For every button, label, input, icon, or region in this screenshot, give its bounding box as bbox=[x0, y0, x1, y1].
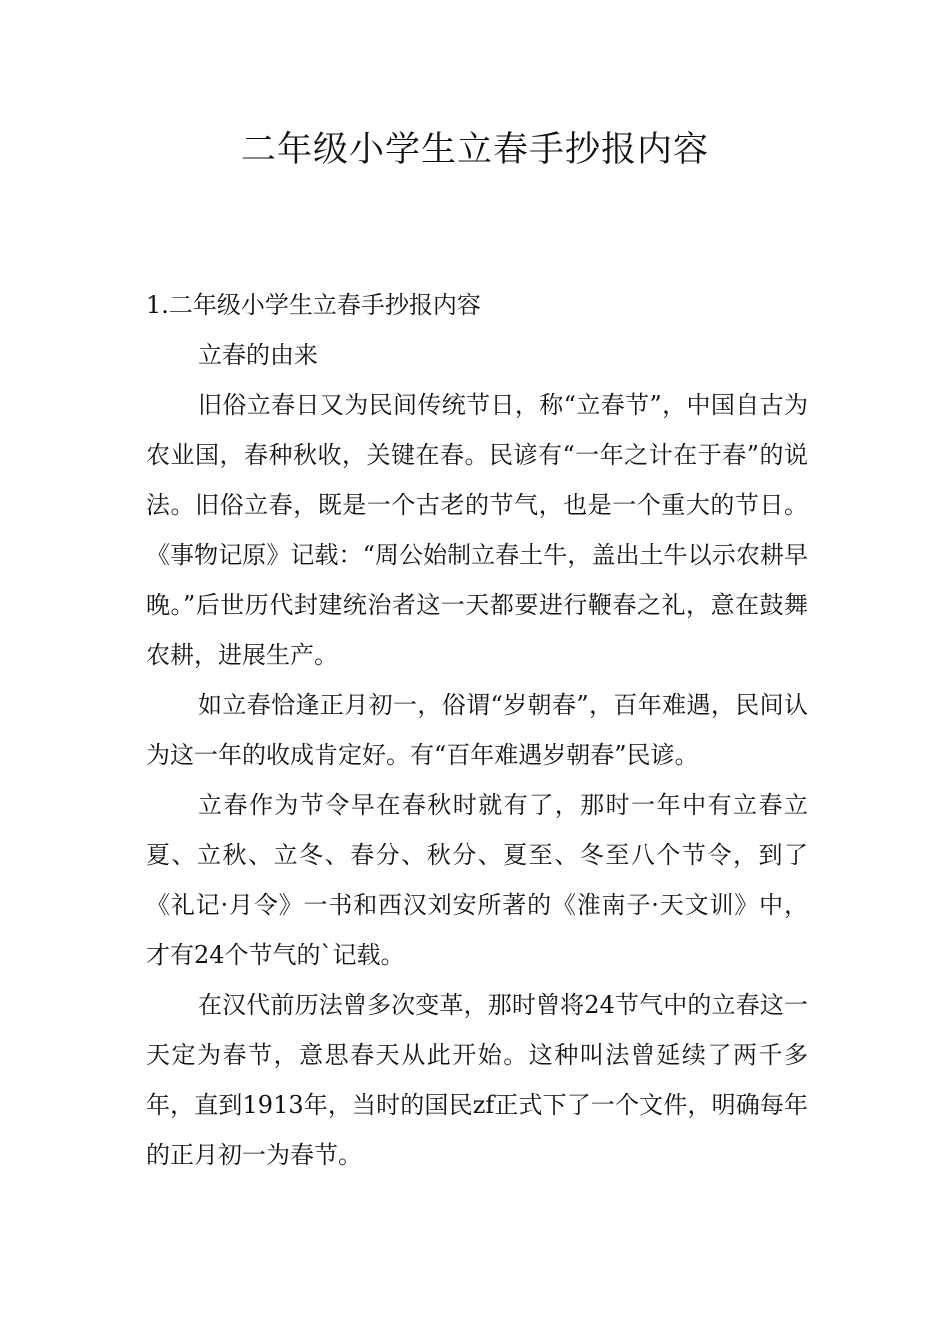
subheading: 立春的由来 bbox=[198, 341, 318, 369]
section-heading: 1.二年级小学生立春手抄报内容 bbox=[146, 291, 481, 319]
paragraph-2: 如立春恰逢正月初一，俗谓“岁朝春”，百年难遇，民间认为这一年的收成肯定好。有“百年难遇岁朝春”民谚。 bbox=[146, 691, 808, 769]
document-body bbox=[146, 280, 808, 1180]
paragraph-3: 立春作为节令早在春秋时就有了，那时一年中有立春立夏、立秋、立冬、春分、秋分、夏至、冬至八个节令，到了《礼记·月令》一书和西汉刘安所著的《淮南子·天文训》中，才有24个节气的`记载。 bbox=[146, 791, 808, 969]
paragraph-1: 旧俗立春日又为民间传统节日，称“立春节”，中国自古为农业国，春种秋收，关键在春。民谚有“一年之计在于春”的说法。旧俗立春，既是一个古老的节气，也是一个重大的节日。《事物记原》记载：“周公始制立春土牛，盖出土牛以示农耕早晚。”后世历代封建统治者这一天都要进行鞭春之礼，意在鼓舞农耕，进展生产。 bbox=[146, 391, 808, 669]
document-title: 二年级小学生立春手抄报内容 bbox=[240, 130, 709, 170]
paragraph-4: 在汉代前历法曾多次变革，那时曾将24节气中的立春这一天定为春节，意思春天从此开始。这种叫法曾延续了两千多年，直到1913年，当时的国民zf正式下了一个文件，明确每年的正月初一为春节。 bbox=[146, 991, 808, 1169]
